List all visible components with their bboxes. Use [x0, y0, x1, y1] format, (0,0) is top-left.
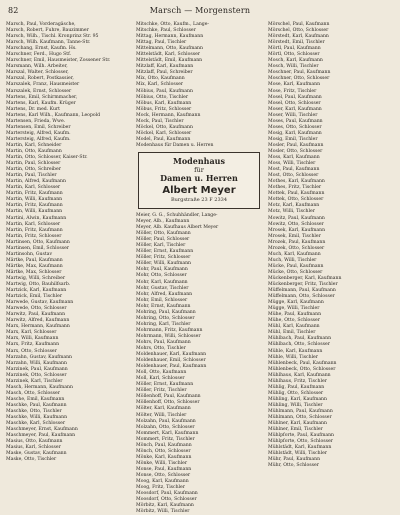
directory-entry: Mittelmann, Otto, Kaufmann — [136, 46, 203, 52]
directory-entry: Mühle, Willi, Tischler — [268, 354, 318, 360]
directory-entry: Molzahn, Paul, Kaufmann — [136, 418, 196, 424]
directory-entry: Martwig, Willi, Schreiber — [6, 275, 66, 281]
directory-entry: Martini, Alwin, Kaufmann — [6, 215, 67, 221]
directory-entry: Mühe, Paul, Kaufmann — [268, 312, 322, 318]
directory-entry: Mühlmann, Paul, Kaufmann — [268, 409, 333, 414]
ad-address: Burgstraße 23 F 2334 — [170, 196, 228, 203]
directory-entry: Mühe, Otto, Schlosser — [268, 318, 320, 324]
directory-entry: Mühlpforte, Paul, Kaufmann — [268, 433, 334, 439]
directory-entry: Martzick, Emil, Tischler — [6, 294, 63, 300]
directory-entry: Molzahn, Otto, Schlosser — [136, 424, 195, 430]
directory-entry: Mühlpforte, Otto, Schlosser — [268, 439, 333, 445]
directory-entry: Masius, Otto, Kaufmann — [6, 439, 63, 445]
directory-entry: Mothes, Fritz, Tischler — [268, 185, 322, 191]
directory-entry: Mrosek, Emil, Tischler — [268, 233, 321, 239]
directory-entry: Moser, Karl, Kaufmann — [268, 106, 322, 112]
directory-entry: Mühlbach, Otto, Schlosser — [268, 342, 330, 348]
directory-entry: Marzinek, Paul, Kaufmann — [6, 366, 68, 372]
directory-entry: Martinsen, Emil, Schlosser — [6, 245, 69, 251]
directory-entry: Mühlenbeck, Otto, Schlosser — [268, 366, 336, 372]
directory-entry: Martens, Karl Wilh., Kaufmann, Leopold — [6, 112, 101, 118]
directory-entry: Mönch, Paul, Kaufmann — [136, 442, 192, 448]
directory-entry: Märtke, Max, Kaufmann — [6, 263, 63, 269]
directory-entry: Martens, Karl, Kaufm. Krüger — [6, 100, 76, 106]
directory-entry: Martin, Karl, Schneider — [6, 142, 62, 148]
directory-entry: Mohring, Karl, Tischler — [136, 321, 191, 327]
directory-entry: Mönke, Karl, Kaufmann — [136, 454, 192, 460]
directory-entry: Mörtl, Otto, Schlosser — [268, 52, 320, 58]
directory-entry: Mügge, Willi, Tischler — [268, 306, 320, 312]
directory-entry: Masche, Emil, Kaufmann — [6, 396, 65, 402]
page-number: 82 — [8, 6, 19, 15]
directory-entry: Möckel, Karl, Schlosser — [136, 130, 192, 136]
directory-entry: Mittag, Paul, Tischler — [136, 40, 187, 46]
directory-entry: Marx, Karl, Schlosser — [6, 330, 57, 336]
directory-entry: Moschner, Otto, Schlosser — [268, 76, 330, 82]
directory-entry: Martin, Karl, Schlosser — [6, 221, 61, 227]
directory-entry: Mrozek, Paul, Kaufmann — [268, 239, 326, 245]
directory-entry: Marzinek, Otto, Schlosser — [6, 372, 67, 378]
directory-entry: Masch, Otto, Schlosser — [6, 390, 60, 396]
directory-entry: Martin, Otto, Schreiber — [6, 167, 61, 173]
directory-entry: Mühlstädt, Karl, Kaufmann — [268, 445, 332, 451]
directory-entry: Monse, Paul, Kaufmann — [136, 466, 192, 472]
directory-entry: Moldenhauer, Emil, Schlosser — [136, 358, 206, 364]
directory-entry: Mörschel, Otto, Schlosser — [268, 28, 329, 34]
directory-entry: Mölter, Karl, Kaufmann — [136, 406, 191, 412]
directory-entry: Mrozek, Otto, Schlosser — [268, 245, 325, 251]
directory-entry: Martwig, Otto, Bauhilfsarb. — [6, 282, 71, 288]
directory-entry: Martin, Willi, Kaufmann — [6, 209, 63, 215]
directory-entry: Monse, Otto, Schlosser — [136, 473, 191, 478]
directory-entry: Mohring, Paul, Kaufmann — [136, 309, 196, 315]
directory-entry: Marx, Otto, Schlosser — [6, 348, 57, 354]
directory-entry: Maschke, Paul, Kaufmann — [6, 402, 67, 408]
directory-entry: Moog, Karl, Kaufmann — [136, 479, 189, 485]
directory-entry: Marszal, Walter, Schlosser, — [6, 70, 69, 76]
column-2 — [136, 22, 260, 515]
directory-entry: Mönke, Willi, Tischler — [136, 460, 188, 466]
directory-entry: Mohrs, Paul, Kaufmann — [136, 339, 191, 345]
directory-entry: Mix, Karl, Schlosser — [136, 82, 183, 88]
directory-entry: Möller, Paul, Schlosser — [136, 237, 190, 243]
directory-entry: Martinsen, Otto, Kaufmann — [6, 239, 70, 245]
directory-entry: Mowitz, Otto, Schlosser — [268, 221, 324, 227]
directory-entry: Marwede, Otto, Schlosser — [6, 306, 67, 312]
directory-entry: Marszalek, Ernst, Schlosser — [6, 88, 72, 94]
directory-entry: Mosig, Emil, Tischler — [268, 136, 318, 142]
ad-line-2: für — [194, 165, 204, 174]
directory-entry: Marzahn, Willi, Kaufmann — [6, 360, 67, 366]
directory-entry: Martersteig, Alfred, Kaufm. — [6, 130, 71, 136]
directory-entry: Mowitz, Paul, Kaufmann — [268, 215, 325, 221]
column-2-bottom-entries — [136, 213, 260, 515]
directory-entry: Möller, Otto, Kaufmann — [136, 231, 191, 237]
directory-entry: Mohring, Otto, Schlosser — [136, 315, 195, 321]
directory-entry: Marsch, Robert, Fuhre, Bauzimmer — [6, 28, 89, 34]
directory-entry: Moss, Willi, Tischler — [268, 161, 316, 167]
directory-entry: Mohrmann, Fritz, Kaufmann — [136, 327, 203, 333]
directory-entry: Moses, Otto, Schlosser — [268, 124, 322, 130]
directory-entry: Mörschel, Paul, Kaufmann — [268, 22, 330, 27]
directory-entry: Maschke, Karl, Schlosser — [6, 421, 66, 427]
ad-line-1: Modenhaus — [172, 155, 225, 166]
directory-entry: Mörbitz, Karl, Kaufmann — [136, 503, 194, 509]
directory-entry: Mitschke, Paul, Schlosser — [136, 28, 196, 34]
directory-entry: Mühr, Paul, Kaufmann — [268, 457, 321, 463]
directory-entry: Marx, Willi, Kaufmann — [6, 336, 59, 342]
directory-entry: Mühr, Otto, Schlosser — [268, 463, 319, 469]
directory-entry: Marschang, Ernst, Kaufm. Hs. — [6, 46, 77, 52]
column-3 — [268, 22, 392, 478]
directory-entry: Marwitz, Paul, Kaufmann — [6, 312, 66, 318]
directory-entry: Moog, Fritz, Tischler — [136, 485, 185, 491]
directory-entry: Mrosek, Karl, Kaufmann — [268, 227, 326, 233]
directory-entry: Mommert, Karl, Kaufmann — [136, 430, 199, 436]
directory-entry: Mühlbach, Paul, Kaufmann — [268, 336, 332, 342]
directory-entry: Martzick, Karl, Kaufmann — [6, 288, 67, 294]
directory-entry: Mörbitz, Willi, Tischler — [136, 509, 190, 515]
directory-entry: Maschmeyer, Paul, Kaufmann — [6, 433, 76, 439]
directory-entry: Möbus, Karl, Kaufmann — [136, 100, 192, 106]
directory-entry: Mohr, Gustav, Tischler — [136, 285, 189, 291]
directory-entry: Martin, Willi, Kaufmann — [6, 197, 63, 203]
directory-entry: Masius, Karl, Schlosser — [6, 445, 61, 451]
directory-entry: Maschmeyer, Ernst, Kaufmann — [6, 427, 78, 433]
directory-entry: Martens, Emil, Schirmmacher, — [6, 94, 78, 100]
directory-entry: Mittelstädt, Karl, Schlosser — [136, 52, 201, 58]
directory-entry: Mühlenbeck, Paul, Kaufmann — [268, 360, 337, 366]
directory-entry: Martin, Fritz, Kaufmann — [6, 191, 63, 197]
directory-entry: Marsmann, Wilh. Arbeiter, — [6, 64, 68, 70]
directory-entry: Mohrmann, Willi, Schlosser — [136, 333, 201, 339]
directory-entry: Maschke, Willi, Kaufmann — [6, 415, 68, 421]
directory-entry: Maske, Gustav, Kaufmann — [6, 451, 67, 457]
directory-entry: Mohr, Otto, Schlosser — [136, 273, 187, 279]
directory-entry: Mühlhaus, Karl, Kaufmann — [268, 372, 331, 378]
directory-entry: Masch, Hermann, Kaufmann — [6, 384, 73, 390]
directory-entry: Möller, Karl, Tischler — [136, 243, 186, 249]
directory-entry: Müffelmann, Otto, Schlosser — [268, 294, 335, 300]
directory-entry: Mühle, Karl, Kaufmann — [268, 348, 323, 354]
ad-business-name: Albert Meyer — [162, 184, 236, 196]
directory-entry: Mönch, Otto, Schlosser — [136, 448, 191, 454]
directory-entry: Möbius, Paul, Kaufmann — [136, 88, 193, 94]
directory-entry: Martensen, Frieda, Wwe. — [6, 118, 66, 124]
directory-entry: Moss, Karl, Kaufmann — [268, 155, 320, 161]
directory-entry: Mittag, Hermann, Kaufmann — [136, 34, 204, 40]
directory-entry: Martin, Fritz, Kaufmann — [6, 203, 63, 209]
directory-entry: Marschner, Ferd., Hugo Stf. — [6, 52, 72, 58]
directory-entry: Moll, Karl, Schlosser — [136, 376, 185, 382]
directory-entry: Marszalek, Franz, Hausmeister — [6, 82, 80, 88]
directory-entry: Möller, Fritz, Tischler — [136, 388, 187, 394]
directory-entry: Moldenhauer, Paul, Kaufmann — [136, 364, 207, 370]
directory-entry: Martin, Paul, Schlosser — [6, 161, 61, 167]
directory-entry: Mottek, Paul, Kaufmann — [268, 191, 325, 197]
directory-entry: Möller, Ernst, Kaufmann — [136, 249, 194, 255]
directory-entry: Mitschke, Otto, Kaufm., Lange- — [136, 22, 209, 27]
directory-entry: Mommert, Fritz, Tischler — [136, 436, 195, 442]
directory-entry: Moschner, Paul, Kaufmann — [268, 70, 331, 76]
ad-line-3: Damen u. Herren — [160, 172, 238, 183]
directory-entry: Meyer, Alb. Kaufhaus Albert Meyer — [136, 225, 219, 231]
directory-entry: Mühling, Willi, Tischler — [268, 402, 323, 408]
directory-entry: Mühling, Karl, Kaufmann — [268, 396, 327, 402]
directory-entry: Most, Paul, Kaufmann — [268, 167, 320, 173]
directory-entry: Mörstedt, Karl, Kaufmann — [268, 34, 329, 40]
directory-entry: Mücke, Otto, Schlosser — [268, 269, 323, 275]
directory-entry: Martin, Fritz, Schlosser — [6, 233, 62, 239]
directory-entry: Much, Karl, Kaufmann — [268, 251, 321, 257]
directory-entry: Meyer, Alb., Kaufmann — [136, 219, 190, 225]
directory-entry: Mügge, Karl, Kaufmann — [268, 300, 324, 306]
directory-entry: Möller, Fritz, Schlosser — [136, 255, 191, 261]
directory-entry: Martens, Dr. med. Kurt — [6, 106, 61, 112]
directory-entry: Mölter, Willi, Tischler — [136, 412, 187, 418]
directory-entry: Mosel, Paul, Kaufmann — [268, 94, 322, 100]
directory-entry: Most, Otto, Schlosser — [268, 173, 319, 179]
directory-entry: Mose, Karl, Kaufmann — [268, 82, 321, 88]
directory-entry: Martin, Otto, Kaufmann — [6, 148, 62, 154]
page-heading: Marsch — Morgenstern — [149, 6, 251, 15]
directory-entry: Marsch, Paul, Vorderagäsche, — [6, 22, 76, 27]
directory-entry: Märtke, Paul, Kaufmann — [6, 257, 63, 263]
directory-entry: Mosel, Otto, Schlosser — [268, 100, 321, 106]
directory-entry: Marx, Hermann, Kaufmann — [6, 324, 70, 330]
directory-entry: Mühl, Karl, Kaufmann — [268, 324, 320, 330]
directory-entry: Märtke, Max, Schlosser — [6, 269, 62, 275]
directory-entry: Moosdorf, Otto, Schlosser — [136, 497, 197, 503]
directory-entry: Martin, Paul, Tischler — [6, 173, 57, 179]
directory-entry: Moses, Paul, Kaufmann — [268, 118, 323, 124]
directory-entry: Mohr, Emil, Schlosser — [136, 297, 188, 303]
directory-entry: Meier, G. G., Schuhhändler, Lange- — [136, 212, 218, 218]
directory-entry: Mock, Hermann, Kaufmann — [136, 112, 201, 118]
directory-entry: Mühlstädt, Willi, Tischler — [268, 451, 327, 457]
directory-entry: Mühlig, Paul, Kaufmann — [268, 384, 325, 390]
directory-entry: Mix, Otto, Kaufmann — [136, 76, 185, 82]
directory-entry: Marszal, Robert, Postkassier, — [6, 76, 74, 82]
directory-entry: Mosig, Karl, Kaufmann — [268, 130, 322, 136]
directory-entry: Mock, Paul, Tischler — [136, 118, 184, 124]
directory-entry: Mosler, Otto, Schlosser — [268, 148, 323, 154]
directory-entry: Möllenhoff, Otto, Schlosser — [136, 400, 200, 406]
directory-entry: Möller, Willi, Kaufmann — [136, 261, 192, 267]
directory-entry: Mohrs, Otto, Tischler — [136, 346, 186, 352]
directory-entry: Marzahn, Gustav, Kaufmann — [6, 354, 73, 360]
directory-entry: Model, Paul, Kaufmann — [136, 136, 191, 142]
directory-entry: Martin, Alfred, Kaufmann — [6, 179, 66, 185]
directory-entry: Mückenberger, Karl, Kaufmann — [268, 275, 342, 281]
directory-entry: Martin, Fritz, Kaufmann — [6, 227, 63, 233]
directory-entry: Mittelstädt, Emil, Kaufmann — [136, 58, 203, 64]
directory-entry: Mörstedt, Emil, Tischler — [268, 40, 325, 46]
directory-entry: Maske, Otto, Tischler — [6, 457, 57, 463]
directory-entry: Mohr, Alfred, Kaufmann — [136, 291, 193, 297]
directory-entry: Modenhaus für Damen u. Herren — [136, 142, 214, 148]
directory-entry: Moosdorf, Paul, Kaufmann — [136, 491, 198, 497]
page-header — [8, 6, 392, 18]
directory-entry: Mose, Fritz, Tischler — [268, 88, 317, 94]
directory-entry: Mosler, Paul, Kaufmann — [268, 142, 324, 148]
directory-entry: Mückenberger, Fritz, Tischler — [268, 282, 338, 288]
directory-entry: Marwede, Gustav, Kaufmann — [6, 300, 74, 306]
directory-entry: Mohr, Paul, Kaufmann — [136, 267, 188, 273]
directory-entry: Mücke, Paul, Kaufmann — [268, 263, 324, 269]
column-1 — [6, 22, 130, 478]
directory-entry: Marx, Fritz, Kaufmann — [6, 342, 60, 348]
directory-entry: Mühl, Emil, Tischler — [268, 330, 316, 336]
column-2-top-entries — [136, 22, 260, 149]
directory-entry: Mühlmann, Otto, Schlosser — [268, 415, 332, 421]
directory-entry: Marschner, Emil, Hausmeister, Zossener Str. — [6, 58, 111, 64]
directory-entry: Marsch, Wilh. Kaufmann, Tanne-Str. — [6, 40, 91, 46]
directory-entry: Marzinek, Karl, Tischler — [6, 378, 63, 384]
directory-entry: Marsch, Wilh., Tischl. Kronprinz Str. 95 — [6, 34, 99, 40]
directory-entry: Mottek, Otto, Schlosser — [268, 197, 324, 203]
directory-entry: Martin, Otto, Schlosser, Kaiser-Str. — [6, 155, 88, 161]
directory-entry: Mosch, Karl, Kaufmann — [268, 58, 323, 64]
directory-entry: Moll, Otto, Kaufmann — [136, 370, 187, 376]
directory-entry: Möbius, Otto, Tischler — [136, 94, 189, 100]
directory-entry: Möllenhoff, Paul, Kaufmann — [136, 394, 201, 400]
directory-entry: Mohr, Karl, Kaufmann — [136, 279, 188, 285]
directory-entry: Mühlner, Emil, Tischler — [268, 427, 323, 433]
directory-entry: Martersteig, Alfred, Kaufm. — [6, 136, 71, 142]
directory-entry: Mühlner, Karl, Kaufmann — [268, 421, 327, 427]
directory-entry: Möbus, Fritz, Schlosser — [136, 106, 192, 112]
advertisement-box — [138, 152, 260, 209]
directory-entry: Martin, Karl, Schlosser — [6, 185, 61, 191]
directory-entry: Mitzlaff, Paul, Schreiber — [136, 70, 193, 76]
directory-entry: Müffelmann, Paul, Kaufmann — [268, 288, 336, 294]
directory-entry: Mothes, Karl, Kaufmann — [268, 179, 325, 185]
directory-entry: Möckel, Otto, Kaufmann — [136, 124, 193, 130]
directory-entry: Mühlhaus, Fritz, Tischler — [268, 378, 327, 384]
directory-entry: Much, Willi, Tischler — [268, 257, 317, 263]
directory-entry: Mühlig, Otto, Schlosser — [268, 390, 324, 396]
directory-entry: Maschke, Otto, Tischler — [6, 409, 62, 414]
directory-entry: Motz, Karl, Kaufmann — [268, 203, 320, 209]
directory-entry: Martensen, Emil, Schreiber — [6, 124, 71, 130]
directory-entry: Moldenhauer, Karl, Kaufmann — [136, 352, 207, 358]
directory-entry: Martinsohn, Gustav — [6, 251, 53, 257]
directory-entry: Moser, Willi, Tischler — [268, 112, 318, 118]
directory-entry: Mohr, Ernst, Kaufmann — [136, 303, 191, 309]
directory-entry: Marwitz, Alfred, Kaufmann — [6, 318, 70, 324]
directory-entry: Motz, Willi, Tischler — [268, 209, 315, 215]
directory-entry: Mörtl, Paul, Kaufmann — [268, 46, 321, 52]
directory-entry: Mitzlaff, Karl, Kaufmann — [136, 64, 194, 70]
directory-entry: Mosch, Willi, Tischler — [268, 64, 319, 70]
directory-entry: Möller, Ernst, Kaufmann — [136, 382, 194, 388]
